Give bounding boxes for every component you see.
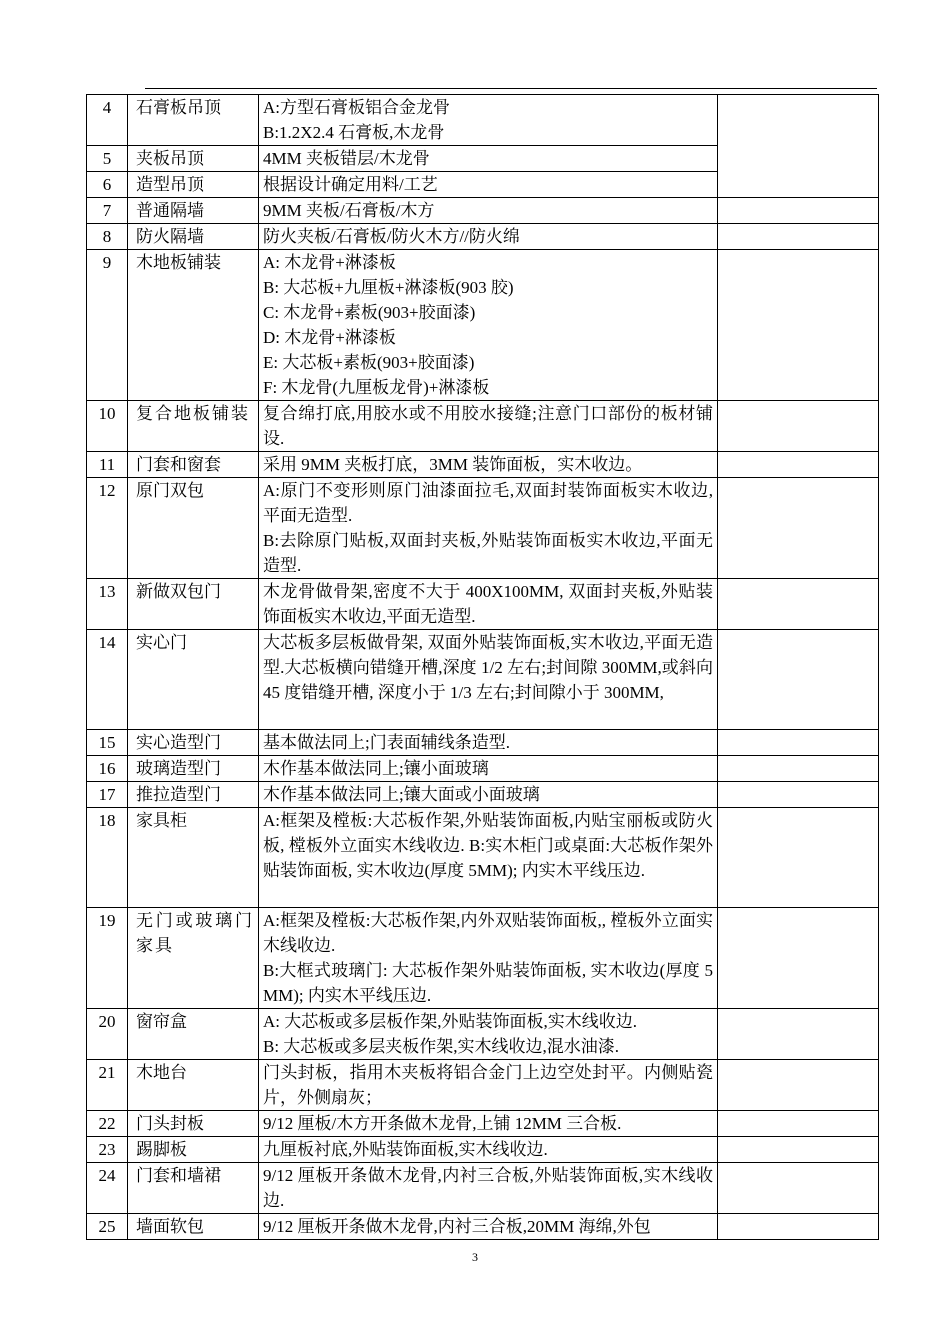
item-name: 推拉造型门 bbox=[128, 782, 259, 808]
item-name: 踢脚板 bbox=[128, 1137, 259, 1163]
table-row bbox=[87, 908, 879, 1009]
row-number: 19 bbox=[87, 908, 128, 1009]
construction-spec-table bbox=[86, 94, 879, 1240]
description-line: 木作基本做法同上;镶大面或小面玻璃 bbox=[263, 785, 540, 804]
item-description bbox=[259, 146, 718, 172]
description-line: 根据设计确定用料/工艺 bbox=[263, 175, 438, 194]
notes-cell bbox=[718, 1163, 879, 1214]
table-row bbox=[87, 808, 879, 908]
description-line: 9/12 厘板开条做木龙骨,内衬三合板,外贴装饰面板,实木线收边. bbox=[263, 1166, 713, 1210]
row-number: 5 bbox=[87, 146, 128, 172]
item-description bbox=[259, 579, 718, 630]
notes-cell bbox=[718, 401, 879, 452]
description-line: C: 木龙骨+素板(903+胶面漆) bbox=[263, 303, 476, 322]
notes-cell bbox=[718, 1009, 879, 1060]
item-name: 窗帘盒 bbox=[128, 1009, 259, 1060]
description-line: D: 木龙骨+淋漆板 bbox=[263, 328, 396, 347]
table-row bbox=[87, 730, 879, 756]
row-number: 6 bbox=[87, 172, 128, 198]
description-line: 采用 9MM 夹板打底，3MM 装饰面板，实木收边。 bbox=[263, 455, 643, 474]
notes-cell bbox=[718, 808, 879, 908]
description-line: 九厘板衬底,外贴装饰面板,实木线收边. bbox=[263, 1140, 548, 1159]
item-name: 墙面软包 bbox=[128, 1214, 259, 1240]
description-line: 木作基本做法同上;镶小面玻璃 bbox=[263, 759, 489, 778]
item-name: 玻璃造型门 bbox=[128, 756, 259, 782]
item-name: 复合地板铺装 bbox=[128, 401, 259, 452]
description-line: F: 木龙骨(九厘板龙骨)+淋漆板 bbox=[263, 378, 490, 397]
description-line: 门头封板，指用木夹板将铝合金门上边空处封平。内侧贴瓷片，外侧扇灰； bbox=[263, 1063, 713, 1107]
notes-cell bbox=[718, 1137, 879, 1163]
row-number: 18 bbox=[87, 808, 128, 908]
item-description bbox=[259, 1009, 718, 1060]
item-name: 石膏板吊顶 bbox=[128, 95, 259, 146]
description-line: 9MM 夹板/石膏板/木方 bbox=[263, 201, 435, 220]
item-name: 夹板吊顶 bbox=[128, 146, 259, 172]
item-description bbox=[259, 1214, 718, 1240]
row-number: 10 bbox=[87, 401, 128, 452]
item-name: 门套和窗套 bbox=[128, 452, 259, 478]
row-number: 23 bbox=[87, 1137, 128, 1163]
description-line: B: 大芯板或多层夹板作架,实木线收边,混水油漆. bbox=[263, 1037, 620, 1056]
notes-cell bbox=[718, 95, 879, 198]
notes-cell bbox=[718, 1060, 879, 1111]
table-row bbox=[87, 478, 879, 579]
item-description bbox=[259, 1060, 718, 1111]
row-number: 21 bbox=[87, 1060, 128, 1111]
item-description bbox=[259, 401, 718, 452]
table-row bbox=[87, 1111, 879, 1137]
notes-cell bbox=[718, 452, 879, 478]
notes-cell bbox=[718, 908, 879, 1009]
table-row bbox=[87, 1137, 879, 1163]
description-line: E: 大芯板+素板(903+胶面漆) bbox=[263, 353, 475, 372]
notes-cell bbox=[718, 756, 879, 782]
row-number: 12 bbox=[87, 478, 128, 579]
notes-cell bbox=[718, 198, 879, 224]
item-description bbox=[259, 172, 718, 198]
description-line: 4MM 夹板错层/木龙骨 bbox=[263, 149, 430, 168]
description-line: A: 大芯板或多层板作架,外贴装饰面板,实木线收边. bbox=[263, 1012, 637, 1031]
description-line: 防火夹板/石膏板/防火木方//防火绵 bbox=[263, 227, 520, 246]
table-row bbox=[87, 1060, 879, 1111]
description-line: 9/12 厘板开条做木龙骨,内衬三合板,20MM 海绵,外包 bbox=[263, 1217, 651, 1236]
notes-cell bbox=[718, 1214, 879, 1240]
item-description bbox=[259, 1163, 718, 1214]
row-number: 11 bbox=[87, 452, 128, 478]
notes-cell bbox=[718, 250, 879, 401]
item-description bbox=[259, 478, 718, 579]
row-number: 24 bbox=[87, 1163, 128, 1214]
table-row bbox=[87, 224, 879, 250]
item-description bbox=[259, 224, 718, 250]
item-name: 门套和墙裙 bbox=[128, 1163, 259, 1214]
table-row bbox=[87, 401, 879, 452]
row-number: 16 bbox=[87, 756, 128, 782]
notes-cell bbox=[718, 478, 879, 579]
item-description bbox=[259, 730, 718, 756]
page-number: 3 bbox=[472, 1250, 478, 1264]
row-number: 9 bbox=[87, 250, 128, 401]
row-number: 13 bbox=[87, 579, 128, 630]
description-line: A:框架及樘板:大芯板作架,内外双贴装饰面板,, 樘板外立面实木线收边. bbox=[263, 911, 713, 955]
notes-cell bbox=[718, 224, 879, 250]
notes-cell bbox=[718, 579, 879, 630]
description-line: A:方型石膏板铝合金龙骨 bbox=[263, 98, 450, 117]
item-description bbox=[259, 198, 718, 224]
row-number: 4 bbox=[87, 95, 128, 146]
description-line: B:1.2X2.4 石膏板,木龙骨 bbox=[263, 123, 445, 142]
table-body bbox=[87, 95, 879, 1240]
item-name: 门头封板 bbox=[128, 1111, 259, 1137]
description-line: 9/12 厘板/木方开条做木龙骨,上铺 12MM 三合板. bbox=[263, 1114, 622, 1133]
description-line: 木龙骨做骨架,密度不大于 400X100MM, 双面封夹板,外贴装饰面板实木收边,平面无造型. bbox=[263, 582, 713, 626]
description-line: A:框架及樘板:大芯板作架,外贴装饰面板,内贴宝丽板或防火板, 樘板外立面实木线收边. B:实木柜门或桌面:大芯板作架外贴装饰面板, 实木收边(厚度 5MM); 内实木平线压边. bbox=[263, 811, 713, 880]
table-row bbox=[87, 95, 879, 146]
item-description bbox=[259, 756, 718, 782]
item-name: 新做双包门 bbox=[128, 579, 259, 630]
table-row bbox=[87, 782, 879, 808]
item-description bbox=[259, 908, 718, 1009]
item-description bbox=[259, 95, 718, 146]
item-name: 普通隔墙 bbox=[128, 198, 259, 224]
row-number: 7 bbox=[87, 198, 128, 224]
item-description bbox=[259, 808, 718, 908]
table-row bbox=[87, 250, 879, 401]
item-name: 木地板铺装 bbox=[128, 250, 259, 401]
row-number: 15 bbox=[87, 730, 128, 756]
item-name: 造型吊顶 bbox=[128, 172, 259, 198]
row-number: 20 bbox=[87, 1009, 128, 1060]
item-description bbox=[259, 782, 718, 808]
table-row bbox=[87, 1214, 879, 1240]
item-description bbox=[259, 630, 718, 730]
description-line: A:原门不变形则原门油漆面拉毛,双面封装饰面板实木收边,平面无造型. bbox=[263, 481, 713, 525]
row-number: 25 bbox=[87, 1214, 128, 1240]
description-line: A: 木龙骨+淋漆板 bbox=[263, 253, 396, 272]
item-name: 无门或玻璃门家具 bbox=[128, 908, 259, 1009]
row-number: 8 bbox=[87, 224, 128, 250]
description-line: 复合绵打底,用胶水或不用胶水接缝;注意门口部份的板材铺设. bbox=[263, 404, 713, 448]
item-description bbox=[259, 250, 718, 401]
table-row bbox=[87, 1009, 879, 1060]
item-name: 原门双包 bbox=[128, 478, 259, 579]
item-description bbox=[259, 1137, 718, 1163]
description-line: B: 大芯板+九厘板+淋漆板(903 胶) bbox=[263, 278, 514, 297]
item-description bbox=[259, 452, 718, 478]
header-rule bbox=[145, 88, 877, 89]
notes-cell bbox=[718, 630, 879, 730]
table-row bbox=[87, 756, 879, 782]
notes-cell bbox=[718, 782, 879, 808]
table-row bbox=[87, 198, 879, 224]
item-name: 家具柜 bbox=[128, 808, 259, 908]
item-name: 实心门 bbox=[128, 630, 259, 730]
table-row bbox=[87, 1163, 879, 1214]
item-name: 实心造型门 bbox=[128, 730, 259, 756]
description-line: 大芯板多层板做骨架, 双面外贴装饰面板,实木收边,平面无造型.大芯板横向错缝开槽,深度 1/2 左右;封间隙 300MM,或斜向 45 度错缝开槽, 深度小于 1/3 左右;封间隙小于 300MM, bbox=[263, 633, 713, 702]
table-row bbox=[87, 630, 879, 730]
row-number: 22 bbox=[87, 1111, 128, 1137]
table-row bbox=[87, 579, 879, 630]
description-line: B:大框式玻璃门: 大芯板作架外贴装饰面板, 实木收边(厚度 5MM); 内实木平线压边. bbox=[263, 961, 713, 1005]
description-line: 基本做法同上;门表面辅线条造型. bbox=[263, 733, 510, 752]
table-row bbox=[87, 452, 879, 478]
notes-cell bbox=[718, 730, 879, 756]
row-number: 14 bbox=[87, 630, 128, 730]
row-number: 17 bbox=[87, 782, 128, 808]
item-name: 木地台 bbox=[128, 1060, 259, 1111]
item-description bbox=[259, 1111, 718, 1137]
notes-cell bbox=[718, 1111, 879, 1137]
item-name: 防火隔墙 bbox=[128, 224, 259, 250]
description-line: B:去除原门贴板,双面封夹板,外贴装饰面板实木收边,平面无造型. bbox=[263, 531, 713, 575]
